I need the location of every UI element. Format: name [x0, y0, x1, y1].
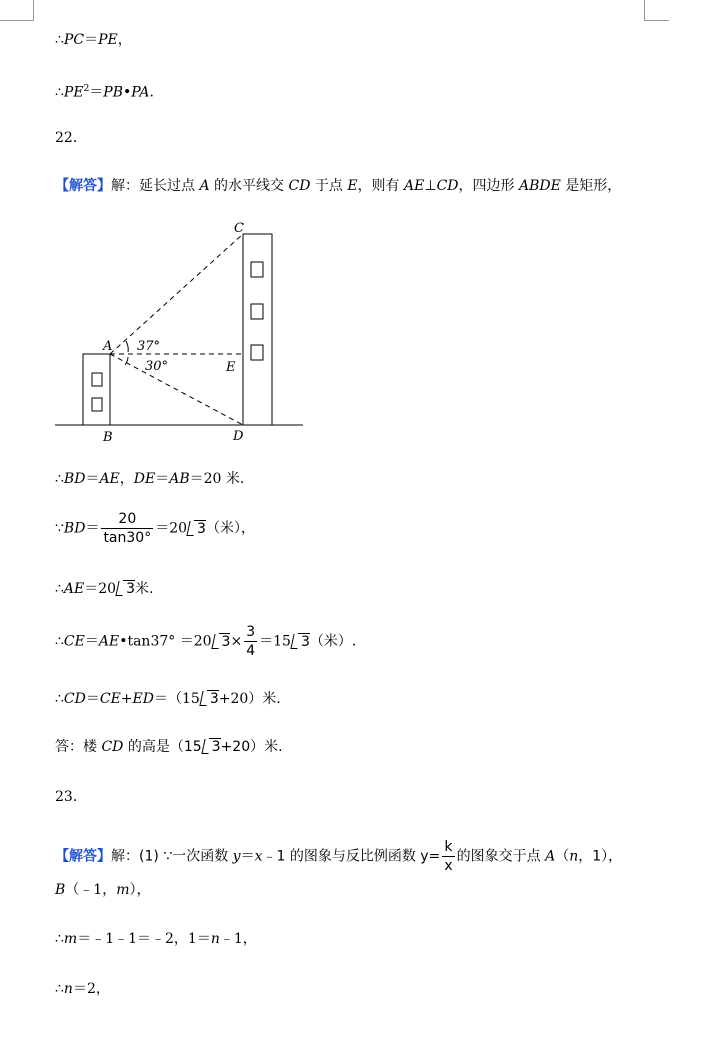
- math-var: B: [55, 882, 66, 898]
- math-var: AE: [99, 471, 120, 487]
- text-line-point-b: [55, 880, 151, 900]
- text: ＝20 米.: [189, 471, 245, 487]
- math-var: BD: [63, 471, 86, 487]
- math-var: E: [347, 178, 358, 194]
- math-op: +: [120, 691, 133, 707]
- building-ab: [83, 354, 110, 425]
- therefore-symbol: ∴: [55, 84, 64, 101]
- math-var: n: [569, 848, 579, 865]
- numerator: 20: [101, 510, 153, 529]
- math-var: CD: [288, 178, 311, 194]
- math-var: n: [63, 981, 73, 997]
- math-var: ABDE: [518, 178, 561, 194]
- exponent: 2: [83, 84, 90, 94]
- therefore-symbol: ∴: [55, 32, 64, 48]
- text: 是矩形，: [560, 178, 622, 194]
- sqrt: 3: [203, 737, 221, 757]
- text-line-ce: [55, 623, 356, 660]
- text: 的图象交于点: [456, 848, 546, 865]
- label-d: D: [233, 429, 244, 444]
- math-var: AB: [169, 471, 190, 487]
- text: ﹣1，: [219, 931, 257, 947]
- text: ＝2，: [72, 981, 110, 997]
- text: ，1），: [578, 848, 623, 865]
- text: ＝20: [155, 520, 188, 537]
- text: +20）米.: [218, 691, 281, 707]
- label-c: C: [234, 221, 244, 236]
- math-op: ＝: [85, 471, 100, 487]
- dashed-line-ac: [110, 234, 243, 354]
- math-var: ED: [132, 691, 154, 707]
- text: ，则有: [357, 178, 405, 194]
- therefore-symbol: ∴: [55, 471, 64, 487]
- text-line-cd: [55, 689, 281, 709]
- math-op: ＝: [85, 520, 100, 537]
- numerator: 3: [246, 624, 256, 640]
- label-angle-37: 37°: [137, 339, 161, 354]
- text: 解：(1) ∵一次函数: [111, 848, 233, 865]
- text: 解：延长过点: [111, 178, 200, 194]
- sqrt: 3: [213, 632, 231, 652]
- therefore-symbol: ∴: [55, 931, 64, 947]
- fraction: [101, 510, 153, 547]
- math-op: ＝: [84, 633, 99, 650]
- text: ＝﹣1﹣1＝﹣2，1＝: [77, 931, 211, 947]
- denominator: 4: [246, 643, 256, 659]
- math-op: ＝: [155, 471, 170, 487]
- because-symbol: ∵: [55, 520, 64, 537]
- text: ，四边形: [458, 178, 519, 194]
- numerator: k: [442, 838, 454, 857]
- math-var: n: [210, 931, 220, 947]
- angle-arc-37: [126, 341, 128, 352]
- text: ＝15: [259, 633, 291, 650]
- math-op: =: [428, 848, 441, 865]
- fraction: [244, 623, 257, 660]
- answer-line-22: [55, 737, 283, 757]
- sqrt: 3: [117, 579, 135, 599]
- punct: .: [149, 84, 154, 101]
- solution-23-intro: [55, 838, 622, 875]
- times-symbol: ×: [230, 633, 243, 650]
- text: （﹣1，: [65, 882, 117, 898]
- text: （米）.: [309, 633, 357, 650]
- math-op: •: [123, 84, 132, 101]
- text: （米），: [205, 520, 255, 537]
- therefore-symbol: ∴: [55, 581, 64, 597]
- text: ），: [129, 882, 151, 898]
- text-line-bd-fraction: [55, 510, 255, 547]
- text: 的水平线交: [209, 178, 289, 194]
- math-op: ＝: [85, 691, 100, 707]
- text: •tan37° ＝20: [119, 633, 212, 650]
- answer-tag: 【解答】: [55, 848, 111, 865]
- window: [251, 304, 263, 319]
- text: 于点: [310, 178, 348, 194]
- text-line-n-value: [55, 979, 110, 999]
- math-op: ＝: [84, 32, 99, 48]
- window: [92, 373, 102, 386]
- question-number-23: 23．: [55, 789, 87, 805]
- math-op: ＝: [89, 84, 104, 101]
- math-op: ＝: [240, 848, 255, 865]
- math-var: y: [420, 848, 429, 865]
- text: 的高是（15: [123, 739, 202, 755]
- math-var: CD: [436, 178, 459, 194]
- math-var: BD: [63, 520, 86, 537]
- math-var: A: [545, 848, 556, 865]
- math-var: DE: [133, 471, 156, 487]
- building-cd: [243, 234, 272, 425]
- label-angle-30: 30°: [145, 359, 169, 374]
- math-var: PE: [63, 84, 84, 101]
- answer-tag: 【解答】: [55, 178, 111, 194]
- punct: ，: [117, 32, 132, 48]
- question-number-22: 22．: [55, 130, 87, 146]
- punct: ，: [119, 471, 134, 487]
- text: +20）米.: [220, 739, 283, 755]
- denominator: x: [444, 858, 453, 874]
- perp-symbol: ⊥: [424, 178, 437, 194]
- text-line-ae-value: [55, 579, 153, 599]
- math-var: m: [63, 931, 78, 947]
- math-var: CE: [63, 633, 85, 650]
- therefore-symbol: ∴: [55, 981, 64, 997]
- sqrt: 3: [188, 519, 206, 539]
- math-var: CD: [101, 739, 124, 755]
- window: [251, 262, 263, 277]
- math-var: AE: [63, 581, 85, 597]
- fraction: [442, 838, 454, 875]
- math-var: CE: [99, 691, 121, 707]
- text-line-bd-ae: [55, 469, 244, 489]
- text: 答：楼: [55, 739, 102, 755]
- math-var: PC: [63, 32, 85, 48]
- window: [251, 345, 263, 360]
- sqrt: 3: [201, 689, 219, 709]
- denominator: tan30°: [103, 530, 152, 546]
- window: [92, 398, 102, 411]
- text: ＝（15: [153, 691, 200, 707]
- math-var: m: [116, 882, 130, 898]
- math-var: PB: [103, 84, 124, 101]
- text-line-m-value: [55, 929, 257, 949]
- label-a: A: [103, 339, 113, 354]
- dashed-line-ad: [110, 354, 243, 425]
- math-var: A: [199, 178, 210, 194]
- label-e: E: [226, 360, 236, 375]
- math-var: y: [232, 848, 241, 865]
- math-var: AE: [98, 633, 120, 650]
- math-var: AE: [404, 178, 425, 194]
- label-b: B: [103, 430, 113, 445]
- therefore-symbol: ∴: [55, 691, 64, 707]
- math-var: PE: [98, 32, 118, 48]
- text: ＝20: [84, 581, 117, 597]
- text: 米.: [135, 581, 154, 597]
- text: （: [555, 848, 570, 865]
- math-var: x: [254, 848, 263, 865]
- math-var: CD: [63, 691, 86, 707]
- sqrt: 3: [292, 632, 310, 652]
- therefore-symbol: ∴: [55, 633, 64, 650]
- math-var: PA: [131, 84, 150, 101]
- text: ﹣1 的图象与反比例函数: [262, 848, 421, 865]
